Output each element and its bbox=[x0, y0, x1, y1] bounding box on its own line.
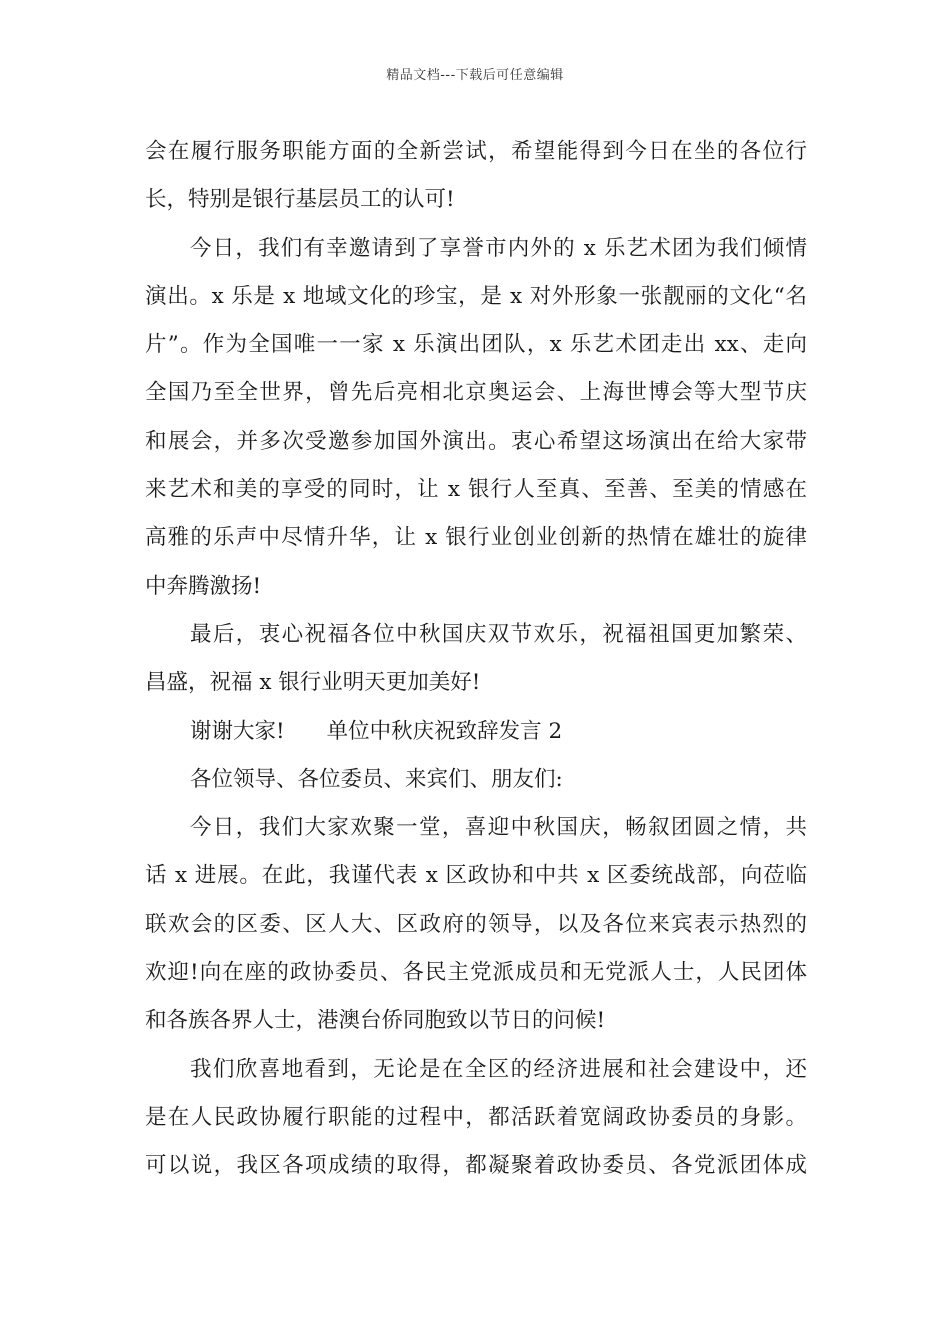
text-line: 可以说，我区各项成绩的取得，都凝聚着政协委员、各党派团体成 bbox=[145, 1153, 807, 1179]
text-line: 长，特别是银行基层员工的认可! bbox=[145, 187, 455, 213]
text-line: 中奔腾激扬! bbox=[145, 573, 262, 599]
closing-thanks: 谢谢大家! bbox=[190, 718, 285, 744]
text-line: 会在履行服务职能方面的全新尝试，希望能得到今日在坐的各位行 bbox=[145, 139, 807, 164]
text-line: 昌盛，祝福 x 银行业明天更加美好! bbox=[145, 670, 481, 696]
section-heading: 单位中秋庆祝致辞发言 2 bbox=[326, 718, 563, 744]
text-line: 最后，衷心祝福各位中秋国庆双节欢乐，祝福祖国更加繁荣、 bbox=[190, 621, 807, 647]
text-line: 是在人民政协履行职能的过程中，都活跃着宽阔政协委员的身影。 bbox=[145, 1104, 807, 1130]
text-line: 和各族各界人士，港澳台侨同胞致以节日的问候! bbox=[145, 1008, 606, 1034]
text-line: 和展会，并多次受邀参加国外演出。衷心希望这场演出在给大家带 bbox=[145, 428, 807, 454]
text-line: 今日，我们有幸邀请到了享誉市内外的 x 乐艺术团为我们倾情 bbox=[190, 235, 807, 261]
text-line: 联欢会的区委、区人大、区政府的领导，以及各位来宾表示热烈的 bbox=[145, 911, 807, 937]
salutation-line: 各位领导、各位委员、来宾们、朋友们: bbox=[190, 766, 563, 792]
closing-and-heading-line bbox=[145, 708, 807, 756]
text-line: 话 x 进展。在此，我谨代表 x 区政协和中共 x 区委统战部，向莅临 bbox=[145, 863, 807, 889]
page-header: 精品文档---下载后可任意编辑 bbox=[386, 68, 564, 83]
document-body bbox=[145, 128, 807, 1191]
text-line: 演出。x 乐是 x 地域文化的珍宝，是 x 对外形象一张靓丽的文化“名 bbox=[145, 283, 807, 309]
text-line: 今日，我们大家欢聚一堂，喜迎中秋国庆，畅叙团圆之情，共 bbox=[190, 815, 807, 841]
text-line: 来艺术和美的享受的同时，让 x 银行人至真、至善、至美的情感在 bbox=[145, 477, 807, 503]
text-line: 片”。作为全国唯一一家 x 乐演出团队，x 乐艺术团走出 xx、走向 bbox=[145, 332, 807, 358]
text-line: 高雅的乐声中尽情升华，让 x 银行业创业创新的热情在雄壮的旋律 bbox=[145, 525, 807, 551]
text-line: 全国乃至全世界，曾先后亮相北京奥运会、上海世博会等大型节庆 bbox=[145, 380, 807, 406]
text-line: 我们欣喜地看到，无论是在全区的经济进展和社会建设中，还 bbox=[190, 1056, 807, 1082]
text-line: 欢迎!向在座的政协委员、各民主党派成员和无党派人士，人民团体 bbox=[145, 960, 807, 986]
